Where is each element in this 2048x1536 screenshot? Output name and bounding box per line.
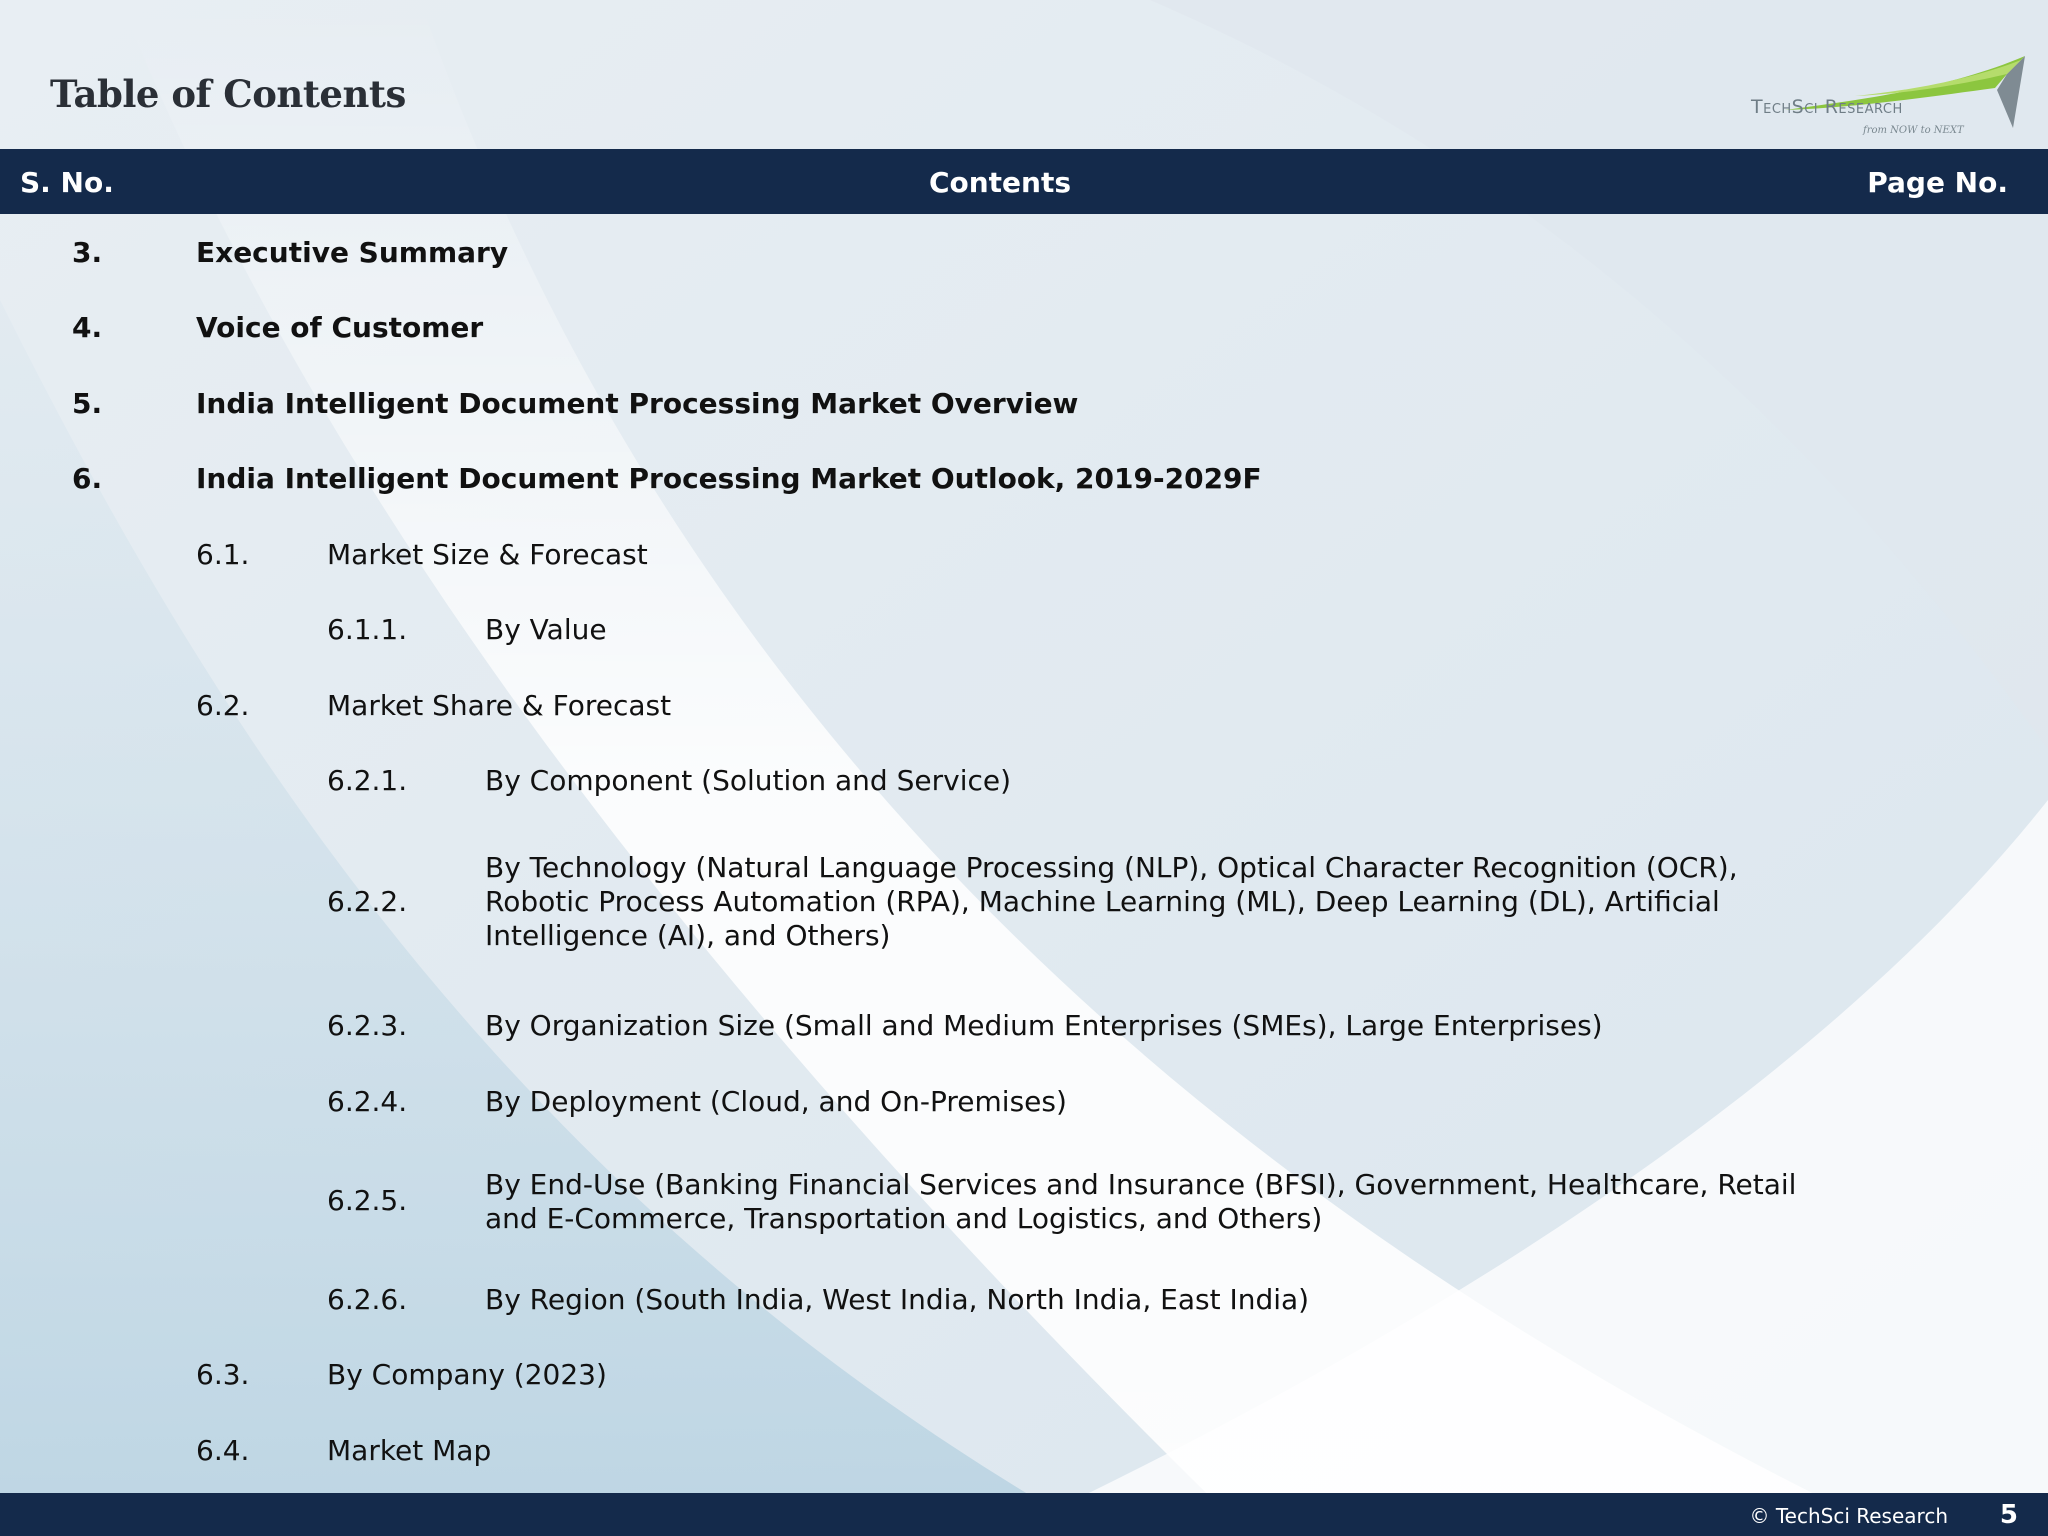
toc-item-label: India Intelligent Document Processing Market Overview	[196, 387, 1079, 420]
toc-item-number: 4.	[72, 311, 103, 344]
toc-item-number: 5.	[72, 387, 103, 420]
toc-item-number: 6.2.1.	[327, 764, 408, 797]
header-page-no: Page No.	[1867, 166, 2008, 199]
toc-item-number: 6.2.5.	[327, 1184, 408, 1217]
toc-item-number: 6.2.6.	[327, 1283, 408, 1316]
toc-item-number: 6.3.	[196, 1358, 250, 1391]
toc-item-number: 6.1.	[196, 538, 250, 571]
toc-item-label: India Intelligent Document Processing Market Outlook, 2019-2029F	[196, 462, 1262, 495]
toc-item-label: Voice of Customer	[196, 311, 484, 344]
toc-item-label: Market Size & Forecast	[327, 538, 648, 571]
toc-item-number: 6.2.	[196, 689, 250, 722]
logo-brand-suffix: Research	[1824, 96, 1903, 118]
toc-item-number: 6.1.1.	[327, 613, 408, 646]
toc-item-number: 6.4.	[196, 1434, 250, 1467]
toc-item-label: Market Map	[327, 1434, 492, 1467]
toc-item-label: By Organization Size (Small and Medium Enterprises (SMEs), Large Enterprises)	[485, 1009, 1603, 1042]
toc-item-label: By End-Use (Banking Financial Services and Insurance (BFSI), Government, Healthcare, Retail and E-Commerce, Transportation and Logistics, and Others)	[485, 1168, 1797, 1235]
logo-brand-prefix: TechSci	[1751, 96, 1819, 118]
header-sno: S. No.	[20, 166, 114, 199]
toc-item-label: By Deployment (Cloud, and On-Premises)	[485, 1085, 1067, 1118]
toc-item-label: By Value	[485, 613, 607, 646]
toc-item-label: Market Share & Forecast	[327, 689, 672, 722]
toc-item-label: Executive Summary	[196, 236, 509, 269]
toc-item-label: By Company (2023)	[327, 1358, 607, 1391]
toc-item-number: 3.	[72, 236, 103, 269]
footer-copyright: © TechSci Research	[1749, 1504, 1948, 1528]
header-contents: Contents	[928, 166, 1072, 199]
logo-tagline: from NOW to NEXT	[1863, 125, 1964, 136]
page-number: 5	[1999, 1500, 2018, 1530]
toc-item-label: By Technology (Natural Language Processing (NLP), Optical Character Recognition (OCR), Robotic Process Automation (RPA), Machine Learning (ML), Deep Learning (DL), Artificial Intelligence (AI), and Others)	[485, 851, 1738, 952]
toc-item-label: By Region (South India, West India, North India, East India)	[485, 1283, 1310, 1316]
toc-item-number: 6.2.3.	[327, 1009, 408, 1042]
footer-bar	[0, 1493, 2048, 1536]
toc-item-label: By Component (Solution and Service)	[485, 764, 1012, 797]
page-title: Table of Contents	[50, 72, 406, 116]
toc-item-number: 6.	[72, 462, 103, 495]
toc-item-number: 6.2.2.	[327, 885, 408, 918]
toc-item-number: 6.2.4.	[327, 1085, 408, 1118]
